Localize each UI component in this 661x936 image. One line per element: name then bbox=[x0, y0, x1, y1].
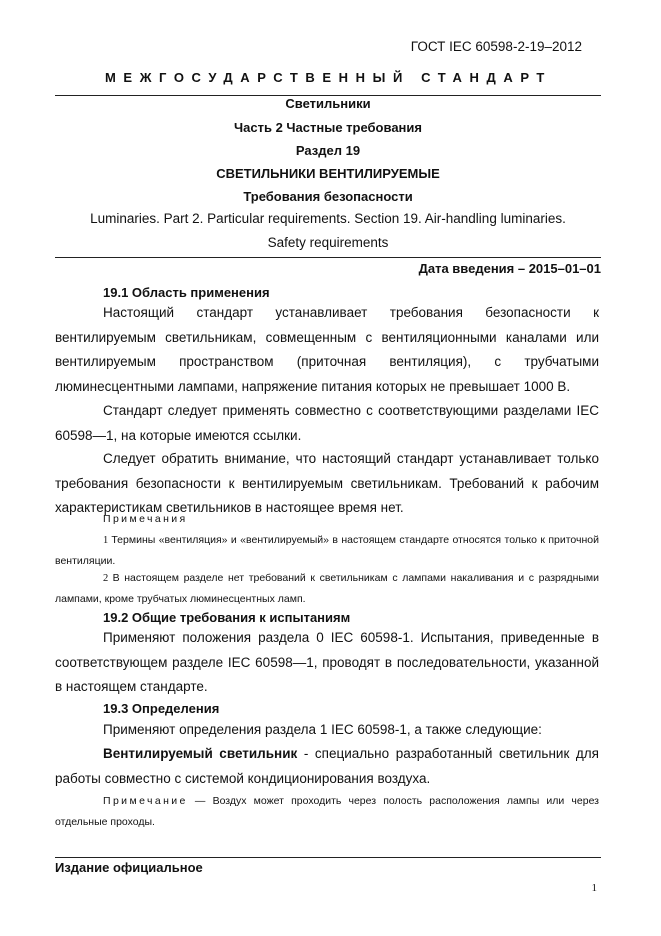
section-19-2-heading: 19.2 Общие требования к испытаниям bbox=[103, 610, 351, 625]
definition-note bbox=[55, 791, 599, 833]
title-line-4: СВЕТИЛЬНИКИ ВЕНТИЛИРУЕМЫЕ bbox=[216, 166, 440, 181]
intro-date: Дата введения – 2015–01–01 bbox=[418, 261, 601, 276]
note-2-number: 2 bbox=[103, 573, 109, 584]
title-en-line-1: Luminaries. Part 2. Particular requirements. Section 19. Air-handling luminaries. bbox=[90, 211, 566, 226]
definition-note-label: Примечание bbox=[103, 795, 188, 807]
standard-type-banner: МЕЖГОСУДАРСТВЕННЫЙ СТАНДАРТ bbox=[105, 70, 552, 85]
footer-rule bbox=[55, 857, 601, 858]
notes-label: Примечания bbox=[103, 513, 188, 525]
note-1 bbox=[55, 530, 599, 572]
section-19-1-paragraph-3: Следует обратить внимание, что настоящий стандарт устанавливает только требования безопасности к вентилируемым светильникам. Требований к рабочим характеристикам светильников в настоящее время нет. bbox=[55, 451, 599, 515]
note-2-text: В настоящем разделе нет требований к светильникам с лампами накаливания и с разрядными лампами, кроме трубчатых люминесцентных ламп. bbox=[55, 572, 599, 605]
section-19-3-paragraph-1: Применяют определения раздела 1 IEC 60598-1, а также следующие: bbox=[103, 722, 542, 737]
section-19-3-heading: 19.3 Определения bbox=[103, 701, 220, 716]
definition-note-text: — Воздух может проходить через полость расположения лампы или через отдельные проходы. bbox=[55, 795, 599, 828]
title-line-3: Раздел 19 bbox=[295, 143, 361, 158]
definition-air-handling-luminaire bbox=[55, 742, 599, 791]
note-1-text: Термины «вентиляция» и «вентилируемый» в настоящем стандарте относятся только к приточной вентиляции. bbox=[55, 534, 600, 567]
note-1-number: 1 bbox=[103, 535, 109, 546]
section-19-1-paragraph-1: Настоящий стандарт устанавливает требования безопасности к вентилируемым светильникам, совмещенным с вентиляционными каналами или вентилируемым пространством (приточная вентиляция), с трубчатыми люминесцентными лампами, напряжение питания которых не превышает 1000 В. bbox=[55, 305, 599, 394]
title-line-5: Требования безопасности bbox=[243, 189, 413, 204]
definition-term: Вентилируемый светильник bbox=[103, 746, 298, 761]
edition-label: Издание официальное bbox=[55, 860, 203, 875]
title-rule bbox=[55, 257, 601, 258]
section-19-2-paragraph-1: Применяют положения раздела 0 IEC 60598-1. Испытания, приведенные в соответствующем разделе IEC 60598—1, проводят в последовательности, указанной в настоящем стандарте. bbox=[55, 630, 599, 694]
section-19-1-heading: 19.1 Область применения bbox=[103, 285, 270, 300]
section-19-1-paragraph-2: Стандарт следует применять совместно с соответствующими разделами IEC 60598—1, на которые имеются ссылки. bbox=[55, 403, 599, 443]
title-line-2: Часть 2 Частные требования bbox=[234, 120, 422, 135]
page-number: 1 bbox=[591, 882, 597, 894]
definition-text: - специально разработанный светильник для работы совместно с системой кондиционирования воздуха. bbox=[55, 746, 599, 786]
note-2 bbox=[55, 568, 599, 610]
title-line-1: Светильники bbox=[285, 96, 371, 111]
title-en-line-2: Safety requirements bbox=[267, 235, 389, 250]
document-code: ГОСТ IEC 60598-2-19–2012 bbox=[410, 39, 582, 54]
